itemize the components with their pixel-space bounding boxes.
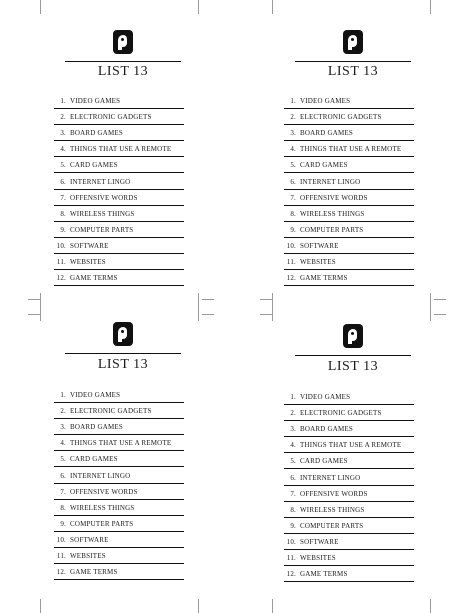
item-number: 9. — [60, 225, 66, 234]
item-label: WEBSITES — [300, 554, 336, 562]
item-label: ELECTRONIC GADGETS — [300, 409, 382, 418]
item-number: 5. — [290, 457, 296, 466]
item-label: VIDEO GAMES — [300, 393, 351, 401]
list-item — [284, 404, 414, 421]
item-number: 5. — [60, 455, 66, 464]
item-number: 11. — [56, 552, 66, 560]
item-number: 11. — [286, 258, 296, 266]
item-label: OFFENSIVE WORDS — [300, 193, 368, 202]
item-label: THINGS THAT USE A REMOTE — [70, 439, 172, 448]
item-number: 12. — [56, 568, 66, 577]
item-number: 6. — [290, 177, 296, 186]
item-label: WIRELESS THINGS — [70, 209, 135, 218]
item-label: BOARD GAMES — [70, 423, 123, 432]
item-number: 7. — [290, 489, 296, 498]
item-number: 5. — [290, 161, 296, 170]
item-number: 6. — [60, 471, 66, 480]
list-title: LIST 13 — [327, 64, 379, 79]
item-label: GAME TERMS — [70, 568, 118, 577]
item-label: THINGS THAT USE A REMOTE — [300, 145, 402, 154]
item-number: 11. — [286, 554, 296, 562]
item-number: 4. — [60, 439, 66, 448]
item-label: WEBSITES — [70, 552, 106, 560]
item-number: 10. — [286, 537, 296, 546]
item-number: 1. — [60, 391, 66, 399]
item-label: WIRELESS THINGS — [300, 209, 365, 218]
item-number: 7. — [60, 193, 66, 202]
item-label: WIRELESS THINGS — [300, 505, 365, 514]
item-number: 11. — [56, 258, 66, 266]
item-label: SOFTWARE — [70, 241, 109, 250]
item-number: 3. — [60, 129, 66, 138]
item-number: 9. — [290, 521, 296, 530]
item-number: 5. — [60, 161, 66, 170]
item-number: 8. — [60, 209, 66, 218]
list-title: LIST 13 — [97, 357, 149, 372]
item-label: THINGS THAT USE A REMOTE — [300, 441, 402, 450]
item-label: INTERNET LINGO — [300, 473, 361, 482]
item-number: 2. — [290, 113, 296, 122]
item-label: COMPUTER PARTS — [300, 225, 364, 234]
title-divider — [295, 355, 411, 356]
item-number: 3. — [60, 423, 66, 432]
item-number: 4. — [60, 145, 66, 154]
item-label: GAME TERMS — [300, 570, 348, 579]
item-label: CARD GAMES — [70, 161, 118, 170]
list-item — [284, 501, 414, 518]
item-number: 4. — [290, 441, 296, 450]
item-label: GAME TERMS — [300, 274, 348, 283]
list-item — [284, 517, 414, 534]
item-label: INTERNET LINGO — [300, 177, 361, 186]
item-label: OFFENSIVE WORDS — [300, 489, 368, 498]
item-label: OFFENSIVE WORDS — [70, 193, 138, 202]
item-number: 10. — [56, 535, 66, 544]
item-label: BOARD GAMES — [70, 129, 123, 138]
item-number: 2. — [290, 409, 296, 418]
item-label: CARD GAMES — [70, 455, 118, 464]
item-label: THINGS THAT USE A REMOTE — [70, 145, 172, 154]
list-item — [284, 549, 414, 566]
item-number: 9. — [60, 519, 66, 528]
list-item — [284, 420, 414, 437]
item-number: 2. — [60, 113, 66, 122]
list-item — [284, 388, 414, 405]
item-number: 4. — [290, 145, 296, 154]
item-number: 7. — [290, 193, 296, 202]
item-number: 3. — [290, 129, 296, 138]
item-label: BOARD GAMES — [300, 425, 353, 434]
item-label: VIDEO GAMES — [300, 97, 351, 105]
list-item — [284, 533, 414, 550]
list-item — [284, 469, 414, 486]
item-label: INTERNET LINGO — [70, 177, 131, 186]
list-item — [284, 485, 414, 502]
item-label: WIRELESS THINGS — [70, 503, 135, 512]
item-number: 6. — [290, 473, 296, 482]
item-number: 12. — [286, 274, 296, 283]
list-item — [284, 565, 414, 582]
item-number: 12. — [286, 570, 296, 579]
item-label: COMPUTER PARTS — [70, 519, 134, 528]
item-number: 2. — [60, 407, 66, 416]
item-number: 10. — [286, 241, 296, 250]
item-number: 8. — [290, 505, 296, 514]
item-number: 3. — [290, 425, 296, 434]
list-title: LIST 13 — [97, 64, 149, 79]
item-number: 1. — [290, 393, 296, 401]
item-number: 1. — [290, 97, 296, 105]
item-label: CARD GAMES — [300, 161, 348, 170]
item-label: COMPUTER PARTS — [70, 225, 134, 234]
item-label: GAME TERMS — [70, 274, 118, 283]
item-number: 7. — [60, 487, 66, 496]
item-label: SOFTWARE — [300, 241, 339, 250]
item-number: 12. — [56, 274, 66, 283]
item-label: CARD GAMES — [300, 457, 348, 466]
item-label: SOFTWARE — [70, 535, 109, 544]
item-label: COMPUTER PARTS — [300, 521, 364, 530]
item-number: 9. — [290, 225, 296, 234]
item-label: BOARD GAMES — [300, 129, 353, 138]
item-number: 1. — [60, 97, 66, 105]
list-item — [284, 452, 414, 469]
item-label: ELECTRONIC GADGETS — [70, 113, 152, 122]
list-item — [284, 436, 414, 453]
item-label: WEBSITES — [70, 258, 106, 266]
item-label: INTERNET LINGO — [70, 471, 131, 480]
item-label: OFFENSIVE WORDS — [70, 487, 138, 496]
item-label: ELECTRONIC GADGETS — [300, 113, 382, 122]
brand-logo-icon — [343, 324, 363, 348]
item-label: VIDEO GAMES — [70, 391, 121, 399]
item-number: 8. — [290, 209, 296, 218]
item-label: WEBSITES — [300, 258, 336, 266]
item-number: 8. — [60, 503, 66, 512]
list-title: LIST 13 — [327, 359, 379, 374]
item-number: 10. — [56, 241, 66, 250]
item-number: 6. — [60, 177, 66, 186]
item-label: ELECTRONIC GADGETS — [70, 407, 152, 416]
item-label: VIDEO GAMES — [70, 97, 121, 105]
item-label: SOFTWARE — [300, 537, 339, 546]
